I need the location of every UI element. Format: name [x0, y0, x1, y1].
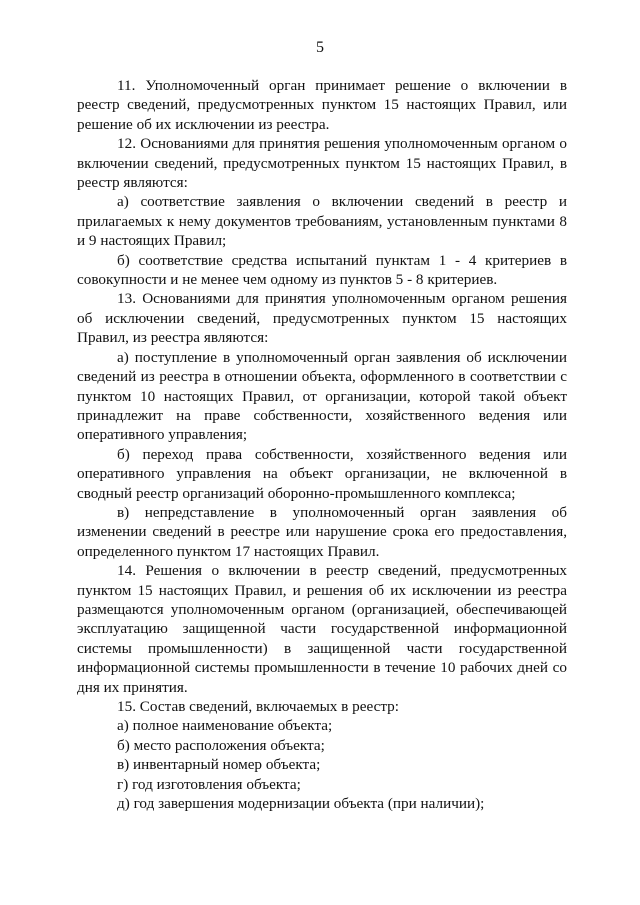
- paragraph-13-a: а) поступление в уполномоченный орган заявления об исключении сведений из реестра в отношении объекта, оформленного в соответствии с пунктом 10 настоящих Правил, от организации, которой такой объект принадлежит на праве собственности, хозяйственного ведения или оперативного управления;: [77, 348, 567, 444]
- document-body: [77, 76, 567, 813]
- paragraph-13-b: б) переход права собственности, хозяйственного ведения или оперативного управления на объект организации, не включенной в сводный реестр организаций оборонно-промышленного комплекса;: [77, 445, 567, 502]
- paragraph-13-v: в) непредставление в уполномоченный орган заявления об изменении сведений в реестре или нарушение срока его предоставления, определенного пунктом 17 настоящих Правил.: [77, 503, 567, 560]
- paragraph-12: 12. Основаниями для принятия решения уполномоченным органом о включении сведений, предусмотренных пунктом 15 настоящих Правил, в реестр являются:: [77, 135, 567, 192]
- paragraph-15: 15. Состав сведений, включаемых в реестр:: [117, 698, 399, 715]
- list-item-g: г) год изготовления объекта;: [117, 775, 301, 793]
- paragraph-12-b: б) соответствие средства испытаний пунктам 1 - 4 критериев в совокупности и не менее чем одному из пунктов 5 - 8 критериев.: [77, 251, 567, 289]
- list-item-v: в) инвентарный номер объекта;: [117, 756, 321, 774]
- page-number: 5: [316, 39, 324, 56]
- list-item-a: а) полное наименование объекта;: [117, 717, 333, 735]
- paragraph-14: 14. Решения о включении в реестр сведений, предусмотренных пунктом 15 настоящих Правил, и решения об их исключении из реестра размещаются уполномоченным органом (организацией, обеспечивающей эксплуатацию защищенной части государственной информационной системы промышленности) в защищенной части государственной информационной системы промышленности в течение 10 рабочих дней со дня их принятия.: [77, 562, 567, 696]
- list-item-d: д) год завершения модернизации объекта (при наличии);: [117, 795, 485, 813]
- paragraph-12-a: а) соответствие заявления о включении сведений в реестр и прилагаемых к нему документов требованиям, установленным пунктами 8 и 9 настоящих Правил;: [77, 193, 567, 250]
- paragraph-13: 13. Основаниями для принятия уполномоченным органом решения об исключении сведений, предусмотренных пунктом 15 настоящих Правил, из реестра являются:: [77, 290, 567, 347]
- paragraph-11: 11. Уполномоченный орган принимает решение о включении в реестр сведений, предусмотренных пунктом 15 настоящих Правил, или решение об их исключении из реестра.: [77, 77, 567, 133]
- list-item-b: б) место расположения объекта;: [117, 736, 325, 754]
